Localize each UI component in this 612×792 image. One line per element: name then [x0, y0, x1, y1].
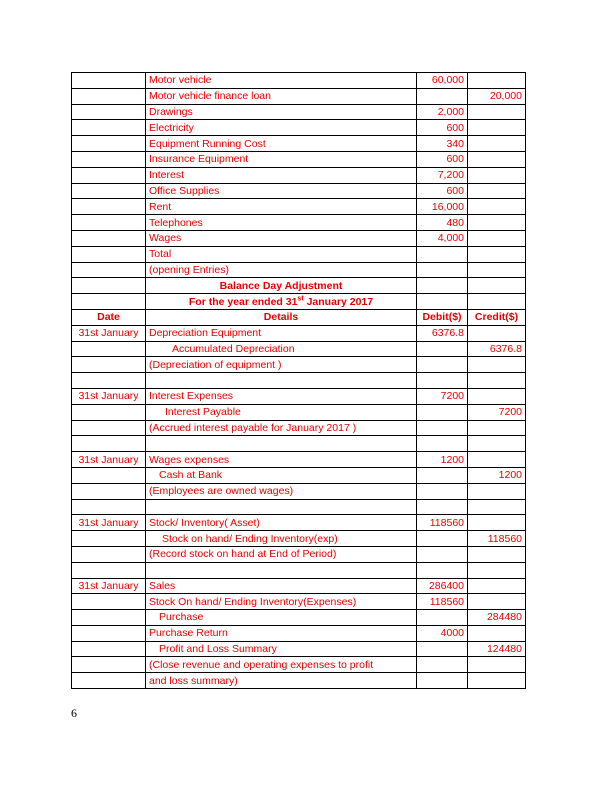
details-cell: Purchase: [146, 610, 417, 626]
date-cell: [72, 262, 146, 278]
date-cell: [72, 88, 146, 104]
date-cell: [72, 136, 146, 152]
credit-cell: 118560: [468, 531, 526, 547]
table-row: [72, 610, 526, 626]
page-number: 6: [71, 706, 77, 720]
table-row: [72, 215, 526, 231]
date-cell: [72, 357, 146, 373]
table-row: [72, 562, 526, 578]
debit-cell: [417, 546, 468, 562]
details-cell: Office Supplies: [146, 183, 417, 199]
date-cell: [72, 546, 146, 562]
date-cell: [72, 657, 146, 673]
credit-cell: 7200: [468, 404, 526, 420]
date-cell: 31st January: [72, 578, 146, 594]
debit-cell: [417, 436, 468, 452]
details-cell: Wages: [146, 230, 417, 246]
credit-cell: 124480: [468, 641, 526, 657]
date-cell: [72, 625, 146, 641]
date-cell: [72, 404, 146, 420]
date-cell: 31st January: [72, 325, 146, 341]
details-cell: Total: [146, 246, 417, 262]
credit-cell: [468, 483, 526, 499]
debit-cell: [417, 483, 468, 499]
date-cell: [72, 183, 146, 199]
date-cell: [72, 420, 146, 436]
journal-table: [71, 72, 526, 689]
details-cell: (Close revenue and operating expenses to profit: [146, 657, 417, 673]
empty-cell: [72, 278, 146, 294]
credit-cell: [468, 246, 526, 262]
credit-cell: [468, 136, 526, 152]
empty-cell: [417, 278, 468, 294]
table-row: [72, 673, 526, 689]
table-header-row: [72, 309, 526, 325]
details-cell: (Depreciation of equipment ): [146, 357, 417, 373]
credit-cell: 20,000: [468, 88, 526, 104]
details-header: Details: [146, 309, 417, 325]
debit-cell: [417, 562, 468, 578]
debit-cell: 60,000: [417, 73, 468, 89]
details-cell: Rent: [146, 199, 417, 215]
debit-cell: [417, 357, 468, 373]
table-row: [72, 467, 526, 483]
date-cell: [72, 73, 146, 89]
empty-cell: [417, 294, 468, 310]
credit-cell: 6376.8: [468, 341, 526, 357]
credit-cell: [468, 578, 526, 594]
credit-cell: [468, 151, 526, 167]
credit-cell: [468, 183, 526, 199]
date-cell: [72, 641, 146, 657]
table-row: [72, 120, 526, 136]
details-cell: Depreciation Equipment: [146, 325, 417, 341]
credit-cell: 1200: [468, 467, 526, 483]
debit-cell: 118560: [417, 594, 468, 610]
date-cell: [72, 436, 146, 452]
date-cell: 31st January: [72, 388, 146, 404]
debit-cell: [417, 673, 468, 689]
table-row: [72, 151, 526, 167]
debit-cell: 7,200: [417, 167, 468, 183]
date-cell: [72, 673, 146, 689]
period-title-row: [72, 294, 526, 310]
table-row: [72, 230, 526, 246]
credit-cell: [468, 120, 526, 136]
date-cell: [72, 167, 146, 183]
date-cell: [72, 499, 146, 515]
debit-cell: [417, 499, 468, 515]
debit-header: Debit($): [417, 309, 468, 325]
adjustment-title-section: [72, 278, 526, 325]
table-row: [72, 246, 526, 262]
details-cell: Profit and Loss Summary: [146, 641, 417, 657]
adjustment-entries-section: [72, 325, 526, 688]
credit-cell: [468, 262, 526, 278]
table-row: [72, 578, 526, 594]
table-row: [72, 388, 526, 404]
details-cell: [146, 499, 417, 515]
credit-cell: [468, 452, 526, 468]
date-cell: [72, 373, 146, 389]
table-row: [72, 594, 526, 610]
credit-cell: [468, 230, 526, 246]
debit-cell: [417, 420, 468, 436]
details-cell: Stock/ Inventory( Asset): [146, 515, 417, 531]
credit-cell: [468, 515, 526, 531]
debit-cell: 118560: [417, 515, 468, 531]
table-row: [72, 167, 526, 183]
credit-cell: [468, 562, 526, 578]
opening-entries-section: [72, 73, 526, 278]
debit-cell: [417, 404, 468, 420]
date-cell: [72, 467, 146, 483]
details-cell: Stock On hand/ Ending Inventory(Expenses): [146, 594, 417, 610]
credit-cell: [468, 373, 526, 389]
date-cell: [72, 594, 146, 610]
table-row: [72, 341, 526, 357]
date-header: Date: [72, 309, 146, 325]
date-cell: [72, 104, 146, 120]
debit-cell: 480: [417, 215, 468, 231]
date-cell: [72, 562, 146, 578]
empty-cell: [72, 294, 146, 310]
period-title: [146, 294, 417, 310]
credit-cell: [468, 73, 526, 89]
table-row: [72, 641, 526, 657]
debit-cell: 16,000: [417, 199, 468, 215]
date-cell: [72, 341, 146, 357]
table-row: [72, 373, 526, 389]
date-cell: [72, 230, 146, 246]
table-row: [72, 499, 526, 515]
credit-cell: [468, 657, 526, 673]
date-cell: [72, 120, 146, 136]
debit-cell: 340: [417, 136, 468, 152]
debit-cell: [417, 531, 468, 547]
empty-cell: [468, 294, 526, 310]
date-cell: [72, 246, 146, 262]
credit-cell: [468, 104, 526, 120]
details-cell: Accumulated Depreciation: [146, 341, 417, 357]
details-cell: Motor vehicle finance loan: [146, 88, 417, 104]
table-row: [72, 436, 526, 452]
table-row: [72, 104, 526, 120]
debit-cell: [417, 641, 468, 657]
debit-cell: [417, 467, 468, 483]
details-cell: Equipment Running Cost: [146, 136, 417, 152]
date-cell: [72, 610, 146, 626]
details-cell: Interest Payable: [146, 404, 417, 420]
credit-cell: [468, 167, 526, 183]
details-cell: Stock on hand/ Ending Inventory(exp): [146, 531, 417, 547]
details-cell: Insurance Equipment: [146, 151, 417, 167]
debit-cell: [417, 610, 468, 626]
table-row: [72, 73, 526, 89]
details-cell: Motor vehicle: [146, 73, 417, 89]
debit-cell: [417, 262, 468, 278]
table-row: [72, 404, 526, 420]
date-cell: [72, 483, 146, 499]
details-cell: Cash at Bank: [146, 467, 417, 483]
details-cell: Interest Expenses: [146, 388, 417, 404]
table-row: [72, 515, 526, 531]
debit-cell: 4,000: [417, 230, 468, 246]
details-cell: (Employees are owned wages): [146, 483, 417, 499]
details-cell: Sales: [146, 578, 417, 594]
table-row: [72, 325, 526, 341]
credit-header: Credit($): [468, 309, 526, 325]
details-cell: Electricity: [146, 120, 417, 136]
debit-cell: [417, 373, 468, 389]
date-cell: 31st January: [72, 452, 146, 468]
credit-cell: [468, 546, 526, 562]
table-row: [72, 625, 526, 641]
details-cell: Purchase Return: [146, 625, 417, 641]
table-row: [72, 88, 526, 104]
table-row: [72, 357, 526, 373]
details-cell: Wages expenses: [146, 452, 417, 468]
credit-cell: [468, 357, 526, 373]
details-cell: (opening Entries): [146, 262, 417, 278]
debit-cell: [417, 657, 468, 673]
date-cell: [72, 151, 146, 167]
debit-cell: [417, 88, 468, 104]
details-cell: Telephones: [146, 215, 417, 231]
details-cell: Drawings: [146, 104, 417, 120]
debit-cell: 7200: [417, 388, 468, 404]
empty-cell: [468, 278, 526, 294]
date-cell: [72, 215, 146, 231]
details-cell: [146, 562, 417, 578]
debit-cell: 600: [417, 151, 468, 167]
period-title-after: January 2017: [303, 295, 374, 308]
table-row: [72, 531, 526, 547]
debit-cell: 286400: [417, 578, 468, 594]
debit-cell: 6376.8: [417, 325, 468, 341]
credit-cell: [468, 673, 526, 689]
credit-cell: 284480: [468, 610, 526, 626]
credit-cell: [468, 420, 526, 436]
credit-cell: [468, 199, 526, 215]
date-cell: 31st January: [72, 515, 146, 531]
debit-cell: [417, 246, 468, 262]
debit-cell: 4000: [417, 625, 468, 641]
debit-cell: 2,000: [417, 104, 468, 120]
debit-cell: [417, 341, 468, 357]
credit-cell: [468, 436, 526, 452]
credit-cell: [468, 625, 526, 641]
details-cell: [146, 436, 417, 452]
period-title-sup: st: [297, 295, 304, 303]
table-row: [72, 420, 526, 436]
table-row: [72, 136, 526, 152]
section-title: Balance Day Adjustment: [146, 278, 417, 294]
table-row: [72, 452, 526, 468]
credit-cell: [468, 215, 526, 231]
table-row: [72, 483, 526, 499]
debit-cell: 600: [417, 183, 468, 199]
details-cell: Interest: [146, 167, 417, 183]
debit-cell: 1200: [417, 452, 468, 468]
credit-cell: [468, 325, 526, 341]
table-row: [72, 199, 526, 215]
details-cell: (Accrued interest payable for January 2017 ): [146, 420, 417, 436]
details-cell: [146, 373, 417, 389]
credit-cell: [468, 499, 526, 515]
credit-cell: [468, 594, 526, 610]
table-row: [72, 262, 526, 278]
details-cell: and loss summary): [146, 673, 417, 689]
credit-cell: [468, 388, 526, 404]
period-title-before: For the year ended 31: [188, 295, 298, 308]
details-cell: (Record stock on hand at End of Period): [146, 546, 417, 562]
date-cell: [72, 531, 146, 547]
adjustment-title-row: [72, 278, 526, 294]
table-row: [72, 183, 526, 199]
table-row: [72, 657, 526, 673]
debit-cell: 600: [417, 120, 468, 136]
table-row: [72, 546, 526, 562]
date-cell: [72, 199, 146, 215]
